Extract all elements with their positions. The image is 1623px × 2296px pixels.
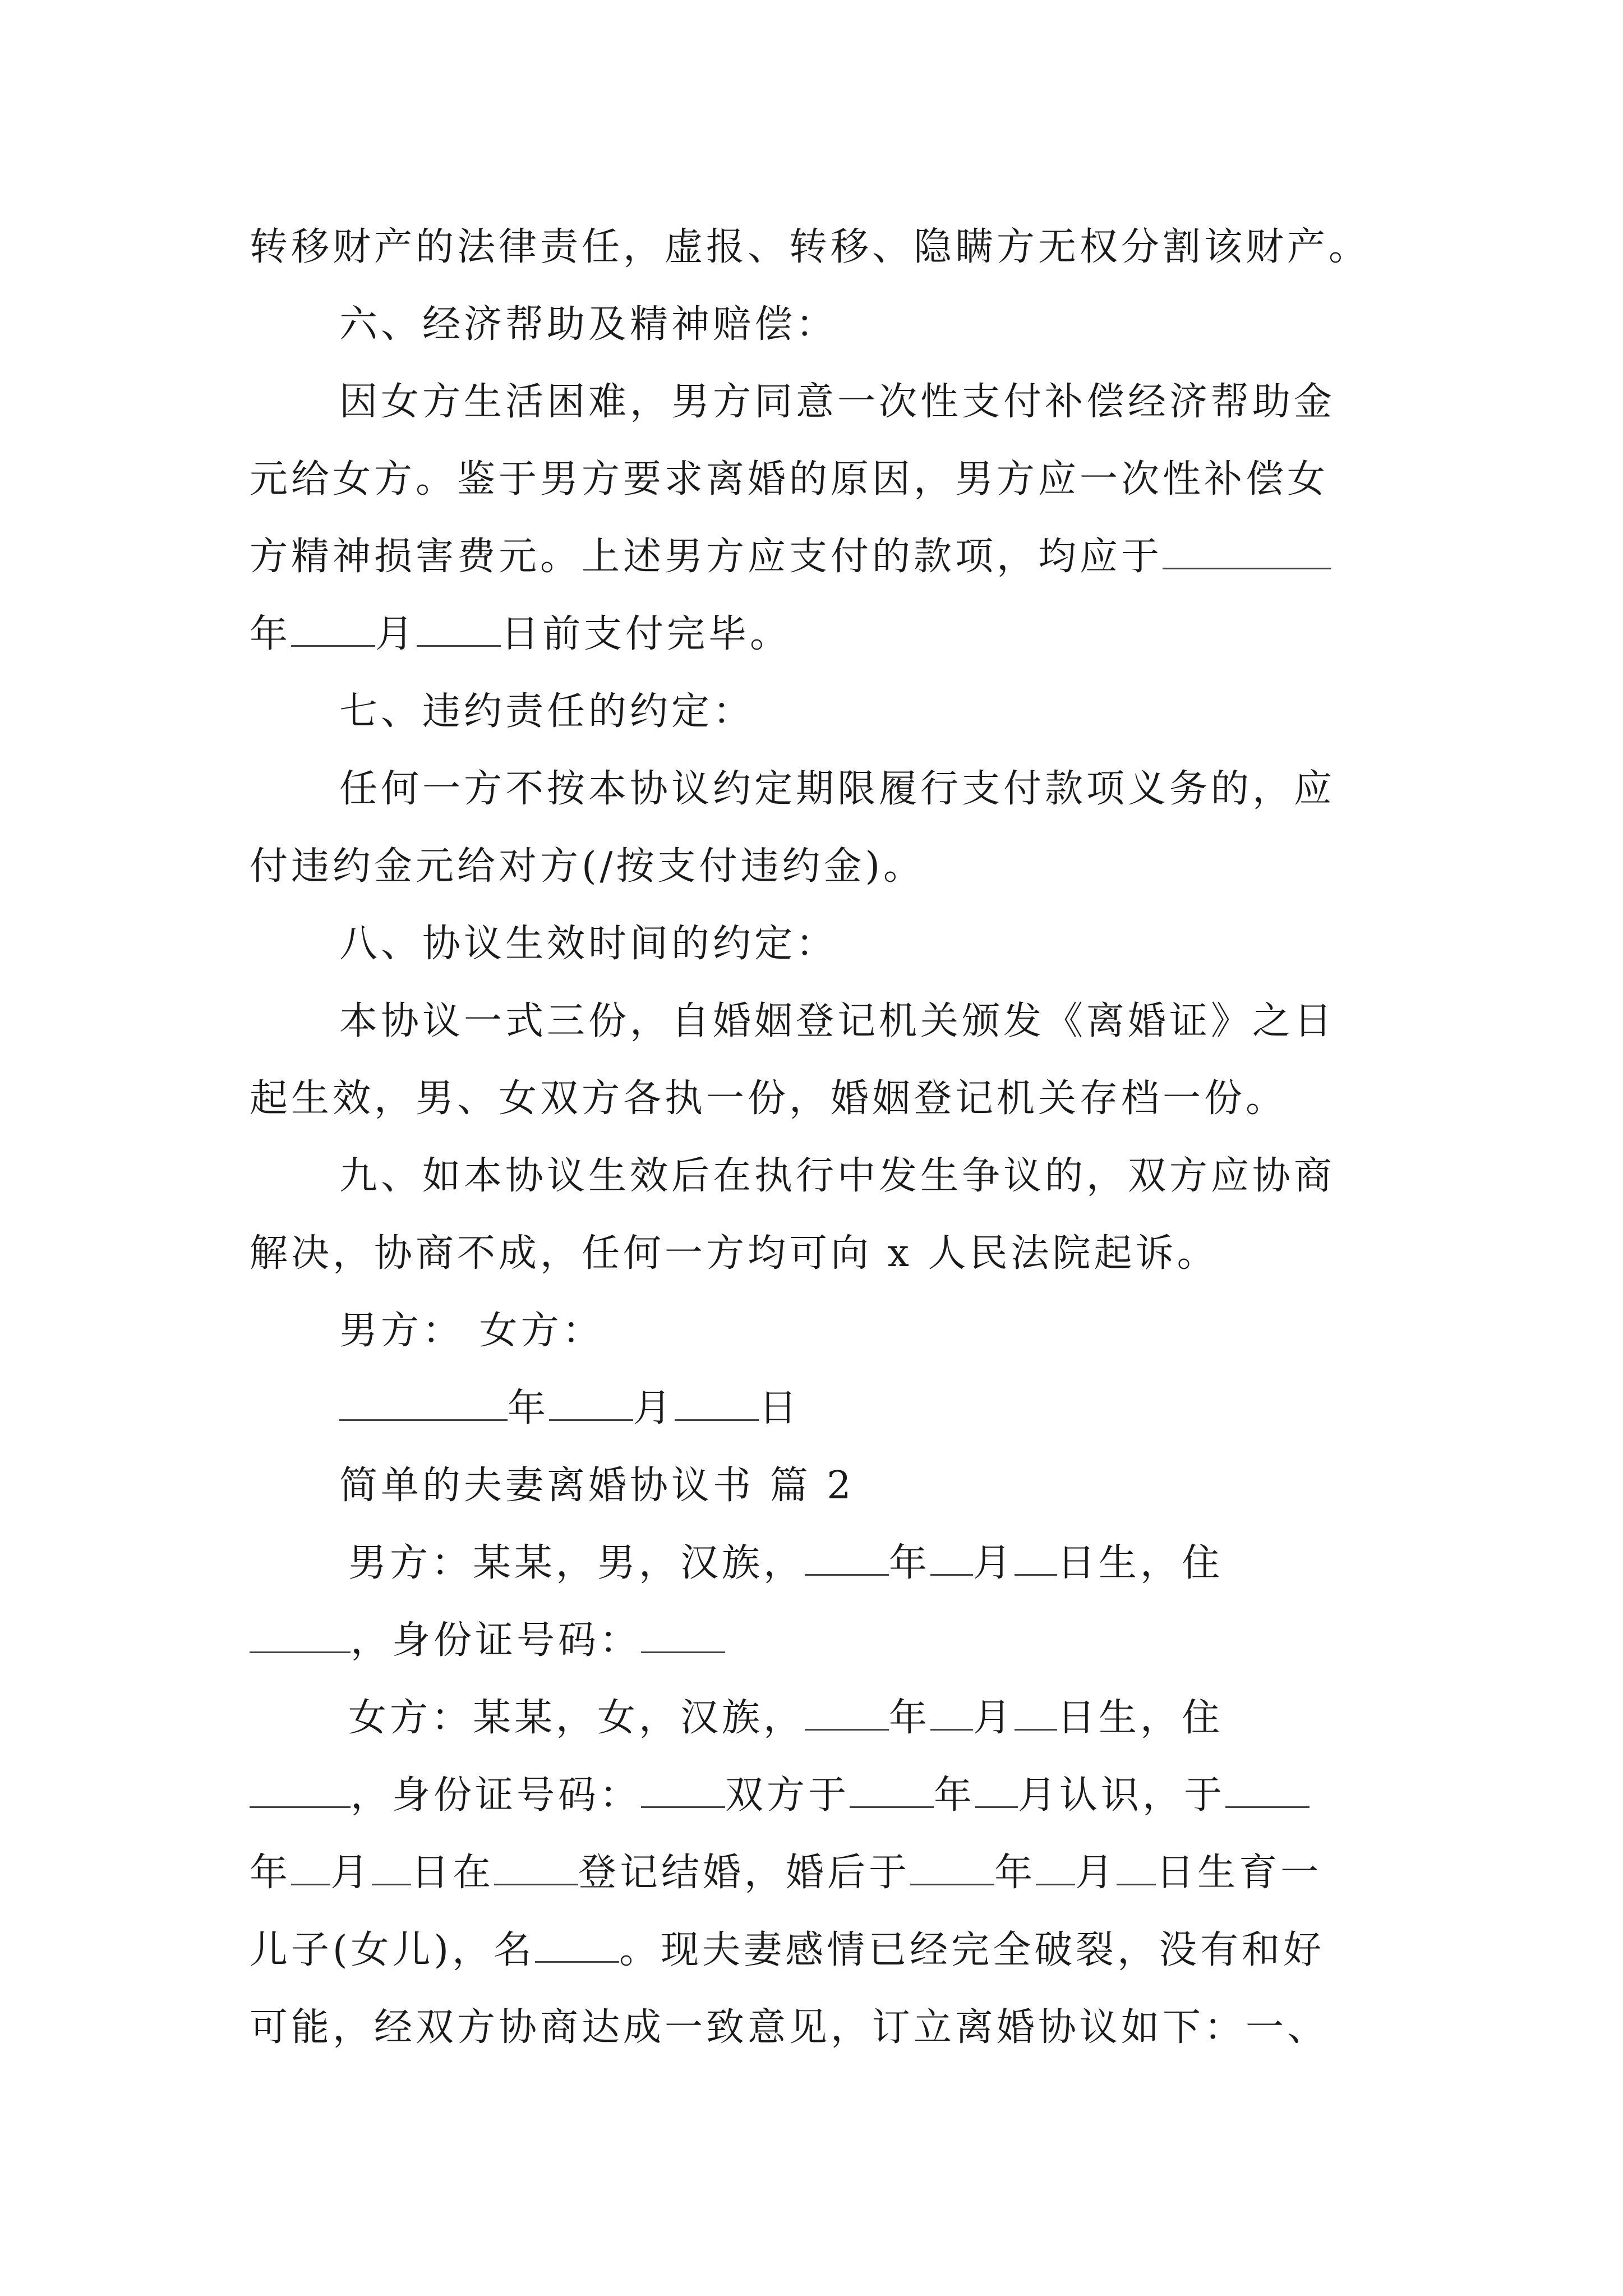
party-male-line — [250, 1525, 1394, 1602]
text-line: 日 — [759, 1386, 801, 1430]
text-line: 任何一方不按本协议约定期限履行支付款项义务的，应 — [339, 767, 1336, 811]
party-female-line — [250, 1680, 1394, 1757]
text-line: 日在 — [411, 1851, 495, 1895]
text-line: 女方：某某，女，汉族， — [348, 1696, 805, 1740]
text-line: 转移财产的法律责任，虚报、转移、隐瞒方无权分割该财产。 — [250, 225, 1371, 269]
text-line: 登记结婚，婚后于 — [578, 1851, 911, 1895]
fill-in-blank — [805, 1697, 889, 1731]
paragraph-line — [250, 596, 1394, 673]
paragraph-line — [250, 751, 1394, 828]
text-line: 九、如本协议生效后在执行中发生争议的，双方应协商 — [339, 1154, 1336, 1198]
text-line: 月 — [330, 1851, 372, 1895]
fill-in-blank — [291, 614, 375, 647]
section-heading-8 — [250, 905, 1394, 983]
text-line: 起生效，男、女双方各执一份，婚姻登记机关存档一份。 — [250, 1076, 1288, 1121]
text-line: 日前支付完毕。 — [501, 612, 792, 656]
paragraph-line — [250, 364, 1394, 441]
fill-in-blank — [250, 1775, 351, 1808]
fill-in-blank — [1225, 1775, 1310, 1808]
text-line: 月 — [1075, 1851, 1117, 1895]
signature-labels: 男方： 女方： — [339, 1309, 604, 1353]
fill-in-blank — [1117, 1852, 1156, 1885]
paragraph-line — [250, 1060, 1394, 1138]
fill-in-blank — [641, 1620, 725, 1653]
fill-in-blank — [1015, 1697, 1057, 1731]
text-line: ，身份证号码： — [351, 1773, 642, 1818]
paragraph-line — [250, 441, 1394, 518]
text-line: 本协议一式三份，自婚姻登记机关颁发《离婚证》之日 — [339, 999, 1336, 1043]
paragraph-line — [250, 1912, 1394, 1989]
text-line: 付违约金元给对方(/按支付违约金)。 — [250, 844, 925, 889]
text-line: 年 — [508, 1386, 550, 1430]
fill-in-blank — [250, 1620, 351, 1653]
text-line: 月 — [633, 1386, 675, 1430]
paragraph-line — [250, 518, 1394, 596]
date-line — [250, 1370, 1394, 1447]
fill-in-blank — [975, 1775, 1018, 1808]
fill-in-blank — [494, 1852, 578, 1885]
fill-in-blank — [1015, 1543, 1057, 1576]
fill-in-blank — [339, 1388, 508, 1421]
text-line: 年 — [934, 1773, 976, 1818]
fill-in-blank — [1163, 536, 1331, 569]
fill-in-blank — [535, 1930, 619, 1963]
text-line: 因女方生活困难，男方同意一次性支付补偿经济帮助金 — [339, 380, 1336, 424]
text-line: 男方：某某，男，汉族， — [348, 1541, 805, 1585]
text-line: 月认识，于 — [1018, 1773, 1226, 1818]
text-line: ，身份证号码： — [351, 1618, 642, 1663]
text-line: 月 — [973, 1541, 1015, 1585]
fill-in-blank — [805, 1543, 889, 1576]
paragraph-line — [250, 1602, 1394, 1680]
text-line: 解决，协商不成，任何一方均可向 x 人民法院起诉。 — [250, 1231, 1219, 1276]
section-heading-7 — [250, 673, 1394, 751]
subtitle-text: 简单的夫妻离婚协议书 篇 2 — [339, 1464, 855, 1508]
text-line: 月 — [973, 1696, 1015, 1740]
section-heading-9 — [250, 1138, 1394, 1215]
fill-in-blank — [675, 1388, 759, 1421]
text-line: 元给女方。鉴于男方要求离婚的原因，男方应一次性补偿女 — [250, 457, 1329, 501]
paragraph-line — [250, 209, 1394, 286]
signature-line — [250, 1292, 1394, 1370]
text-line: 日生，住 — [1057, 1541, 1224, 1585]
text-line: 年 — [889, 1541, 931, 1585]
heading-text: 八、协议生效时间的约定： — [339, 922, 838, 966]
text-line: 儿子(女儿)，名 — [250, 1928, 536, 1972]
text-line: 月 — [375, 612, 417, 656]
fill-in-blank — [910, 1852, 994, 1885]
heading-text: 七、违约责任的约定： — [339, 689, 755, 734]
fill-in-blank — [1036, 1852, 1075, 1885]
text-line: 方精神损害费元。上述男方应支付的款项，均应于 — [250, 535, 1163, 579]
fill-in-blank — [549, 1388, 633, 1421]
text-line: 年 — [250, 1851, 292, 1895]
paragraph-line — [250, 983, 1394, 1060]
paragraph-line — [250, 1215, 1394, 1292]
text-line: 年 — [250, 612, 292, 656]
text-line: 日生，住 — [1057, 1696, 1224, 1740]
fill-in-blank — [850, 1775, 934, 1808]
paragraph-line — [250, 1834, 1394, 1912]
fill-in-blank — [372, 1852, 411, 1885]
section-heading-6 — [250, 286, 1394, 364]
fill-in-blank — [417, 614, 501, 647]
paragraph-line — [250, 1757, 1394, 1834]
text-line: 。现夫妻感情已经完全破裂，没有和好 — [619, 1928, 1325, 1972]
fill-in-blank — [291, 1852, 330, 1885]
text-line: 日生育一 — [1156, 1851, 1322, 1895]
text-line: 年 — [994, 1851, 1036, 1895]
heading-text: 六、经济帮助及精神赔偿： — [339, 302, 838, 347]
fill-in-blank — [930, 1543, 973, 1576]
fill-in-blank — [641, 1775, 725, 1808]
text-line: 双方于 — [725, 1773, 850, 1818]
document-body — [250, 209, 1394, 2067]
text-line: 可能，经双方协商达成一致意见，订立离婚协议如下：一、 — [250, 2005, 1329, 2050]
document-subtitle — [250, 1447, 1394, 1525]
text-line: 年 — [889, 1696, 931, 1740]
paragraph-line — [250, 828, 1394, 905]
fill-in-blank — [930, 1697, 973, 1731]
paragraph-line — [250, 1989, 1394, 2067]
